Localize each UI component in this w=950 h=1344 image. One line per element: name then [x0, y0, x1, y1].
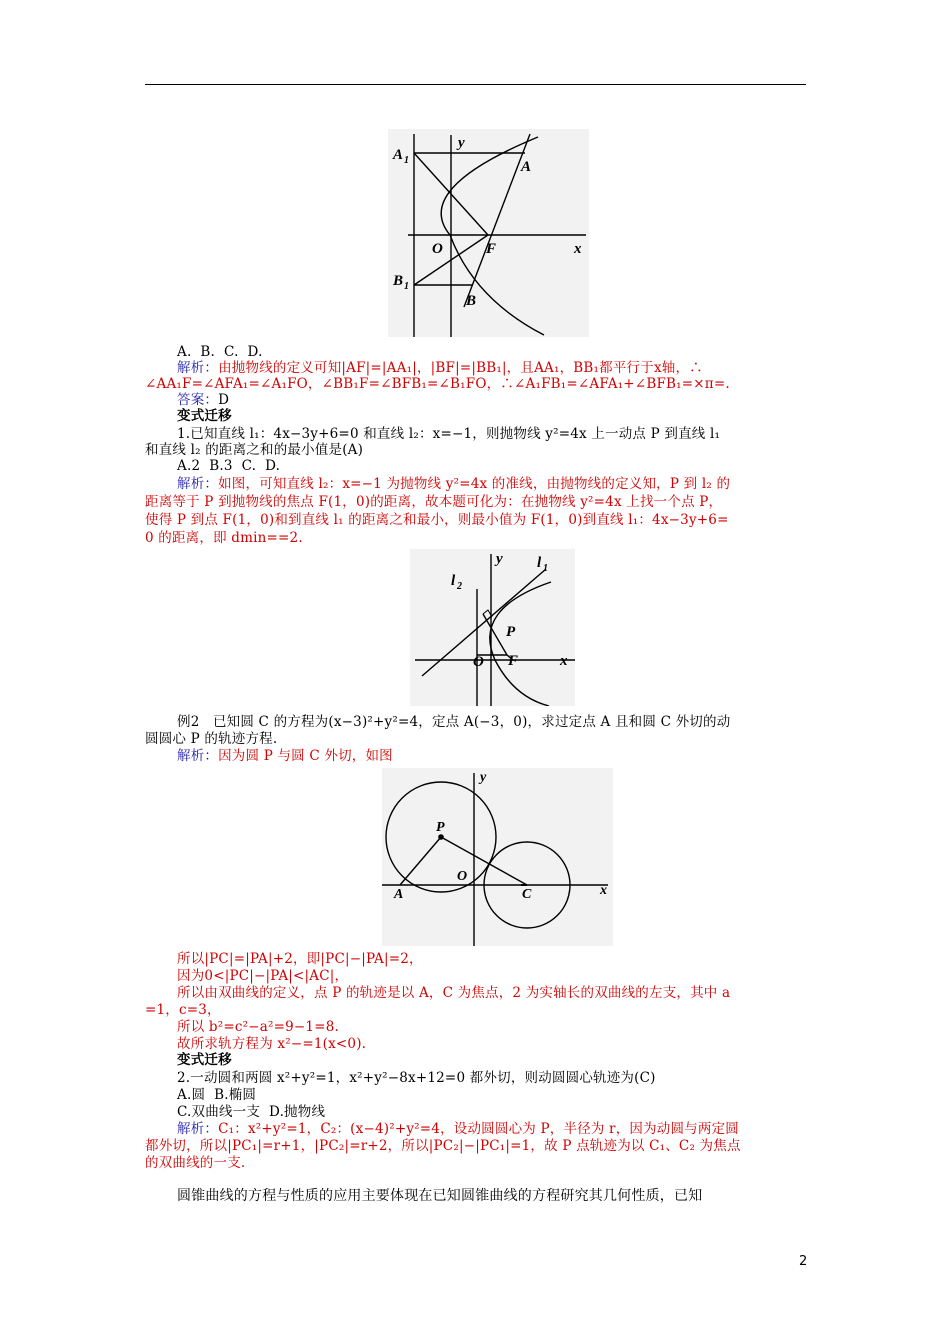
solution2-line5: 所以 b²=c²−a²=9−1=8. [177, 1019, 339, 1035]
example2-analysis: 解析：因为圆 P 与圆 C 外切，如图 [177, 748, 393, 764]
figure-parabola-lines [410, 549, 575, 706]
label-l2-sub: 2 [457, 581, 462, 592]
header-rule [145, 84, 806, 85]
example2-question-line2: 圆圆心 P 的轨迹方程. [145, 731, 278, 747]
label-A: A [521, 159, 532, 175]
label-O: O [457, 869, 468, 884]
solution2-line4: =1，c=3， [145, 1002, 221, 1018]
variant-heading-2: 变式迁移 [177, 1052, 232, 1068]
label-y: y [480, 770, 487, 785]
label-C: C [522, 887, 532, 902]
variant2-options1: A.圆 B.椭圆 [177, 1087, 257, 1103]
figure-parabola-focal-chord [388, 129, 589, 337]
label-F: F [508, 653, 519, 669]
label-x: x [600, 883, 607, 898]
variant1-options: A.2 B.3 C. D. [177, 458, 281, 474]
point-P [438, 834, 444, 840]
variant2-question: 2.一动圆和两圆 x²+y²=1，x²+y²−8x+12=0 都外切，则动圆圆心轨迹为(C) [177, 1070, 656, 1086]
segment-PA [400, 837, 441, 885]
label-B1: B [393, 273, 404, 289]
analysis-block1-line1: 解析：由抛物线的定义可知|AF|=|AA₁|，|BF|=|BB₁|，且AA₁，BB₁都平行于x轴，∴ [177, 360, 703, 376]
label-l1: l [537, 555, 542, 571]
analysis-label: 解析： [177, 360, 219, 376]
label-x: x [574, 241, 582, 257]
closing-paragraph: 圆锥曲线的方程与性质的应用主要体现在已知圆锥曲线的方程研究其几何性质，已知 [177, 1188, 703, 1204]
analysis-block1-line2: ∠AA₁F=∠AFA₁=∠A₁FO，∠BB₁F=∠BFB₁=∠B₁FO，∴∠A₁FB₁=∠AFA₁+∠BFB₁=×π=. [145, 376, 730, 392]
variant1-analysis-line2: 距离等于 P 到抛物线的焦点 F(1，0)的距离，故本题可化为：在抛物线 y²=4x 上找一个点 P， [145, 494, 723, 510]
example2-question-line1: 例2 已知圆 C 的方程为(x−3)²+y²=4，定点 A(−3，0)，求过定点 A 且和圆 C 外切的动 [177, 714, 731, 730]
label-F: F [486, 241, 497, 257]
page-number: 2 [799, 1254, 808, 1269]
label-B1-sub: 1 [404, 281, 409, 292]
parabola-curve [490, 582, 551, 706]
variant1-analysis-line1: 解析：如图，可知直线 l₂：x=−1 为抛物线 y²=4x 的准线，由抛物线的定义知，P 到 l₂ 的 [177, 476, 731, 492]
label-P: P [436, 820, 445, 835]
solution2-line6: 故所求轨方程为 x²−=1(x<0). [177, 1036, 367, 1052]
answer-line: 答案：D [177, 392, 230, 408]
label-l1-sub: 1 [543, 563, 548, 574]
variant2-analysis-line3: 的双曲线的一支. [145, 1155, 246, 1171]
variant1-question-line1: 1.已知直线 l₁：4x−3y+6=0 和直线 l₂：x=−1，则抛物线 y²=4x 上一动点 P 到直线 l₁ [177, 426, 721, 442]
label-x: x [560, 653, 568, 669]
label-A1-sub: 1 [404, 155, 409, 166]
variant2-analysis-line2: 都外切，所以|PC₁|=r+1，|PC₂|=r+2，所以|PC₂|−|PC₁|=1，故 P 点轨迹为以 C₁、C₂ 为焦点 [145, 1138, 741, 1154]
variant2-options2: C.双曲线一支 D.抛物线 [177, 1104, 326, 1120]
label-y: y [496, 551, 503, 567]
variant1-question-line2: 和直线 l₂ 的距离之和的最小值是(A) [145, 442, 364, 458]
label-O: O [432, 241, 443, 257]
options-line: A. B. C. D. [177, 344, 263, 360]
label-A1: A [393, 147, 404, 163]
label-P: P [506, 624, 516, 640]
label-O: O [473, 654, 484, 670]
variant1-analysis-line3: 使得 P 到点 F(1，0)和到直线 l₁ 的距离之和最小，则最小值为 F(1，0)到直线 l₁：4x−3y+6= [145, 512, 729, 528]
label-A: A [394, 887, 404, 902]
variant-heading-1: 变式迁移 [177, 408, 232, 424]
label-y: y [458, 135, 465, 151]
variant2-analysis-line1: 解析：C₁：x²+y²=1，C₂：(x−4)²+y²=4，设动圆圆心为 P，半径为 r，因为动圆与两定圆 [177, 1121, 739, 1137]
solution2-line1: 所以|PC|=|PA|+2，即|PC|−|PA|=2， [177, 951, 423, 967]
label-B: B [466, 293, 477, 309]
label-l2: l [451, 573, 456, 589]
variant1-analysis-line4: 0 的距离，即 dmin==2. [145, 530, 303, 546]
solution2-line3: 所以由双曲线的定义，点 P 的轨迹是以 A，C 为焦点，2 为实轴长的双曲线的左支，其中 a [177, 985, 731, 1001]
figure-circles-tangent [382, 768, 613, 946]
solution2-line2: 因为0<|PC|−|PA|<|AC|， [177, 968, 349, 984]
